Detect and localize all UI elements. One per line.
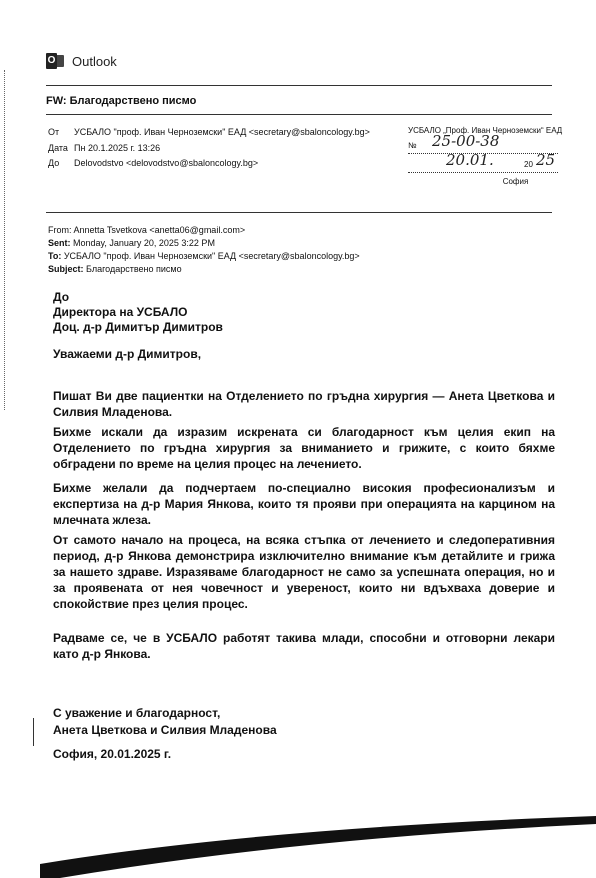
outlook-icon: O xyxy=(46,53,64,69)
email-subject: FW: Благодарствено писмо xyxy=(46,95,197,107)
orig-subject: Благодарствено писмо xyxy=(86,264,182,274)
orig-from: From: Annetta Tsvetkova <anetta06@gmail.com> xyxy=(48,225,246,235)
place-date: София, 20.01.2025 г. xyxy=(53,747,172,761)
paragraph-3: Бихме желали да подчертаем по-специално високия професионализъм и експертиза на д-р Мария Янкова, които тя прояви при операцията на карцином на млечната жлеза. xyxy=(53,481,555,527)
registry-stamp xyxy=(408,126,583,186)
stamp-org: УСБАЛО „Проф. Иван Черноземски“ ЕАД xyxy=(408,126,563,135)
header-date-label: Дата xyxy=(48,143,68,153)
addr-line-1: До xyxy=(53,290,70,304)
app-header xyxy=(46,53,117,69)
header-from-row xyxy=(48,127,370,137)
addr-line-2: Директора на УСБАЛО xyxy=(53,305,188,319)
header-to-label: До xyxy=(48,158,60,168)
paragraph-4: От самото начало на процеса, на всяка стъпка от лечението и следоперативния период, д-р Янкова демонстрира изключително внимание към детайлите и грижа за нашето здраве. Изразяваме благодарност не само за успешната операция, но и за проявената от нея човечност и увереност, които ни вдъхваха доверие и спокойствие през целия процес. xyxy=(53,533,555,611)
scan-margin-artifact xyxy=(4,70,7,410)
paragraph-2: Бихме искали да изразим искрената си благодарност към целия екип на Отделението по гръдна хирургия за вниманието и грижите, с които бяхме обградени по време на целия процес на лечението. xyxy=(53,425,555,471)
stamp-number: 25-00-38 xyxy=(432,132,500,150)
addr-line-3: Доц. д-р Димитър Димитров xyxy=(53,320,223,334)
scan-mark xyxy=(33,718,34,746)
header-from-value: УСБАЛО "проф. Иван Черноземски" ЕАД <secretary@sbaloncology.bg> xyxy=(74,127,370,137)
stamp-year-prefix: 20 xyxy=(524,160,533,169)
orig-sent: Monday, January 20, 2025 3:22 PM xyxy=(73,238,215,248)
orig-to-label: To: xyxy=(48,251,62,261)
signature: Анета Цветкова и Силвия Младенова xyxy=(53,723,277,737)
orig-sent-label: Sent: xyxy=(48,238,71,248)
stamp-year: 25 xyxy=(536,151,556,169)
stamp-date: 20.01. xyxy=(446,151,494,169)
stamp-date-line xyxy=(408,151,558,173)
orig-sent-row xyxy=(48,238,215,248)
divider xyxy=(46,212,552,213)
header-date-value: Пн 20.1.2025 г. 13:26 xyxy=(74,143,161,153)
header-from-label: От xyxy=(48,127,60,137)
orig-to: УСБАЛО "проф. Иван Черноземски" ЕАД <secretary@sbaloncology.bg> xyxy=(63,251,360,261)
orig-to-row xyxy=(48,251,360,261)
paragraph-1: Пишат Ви две пациентки на Отделението по гръдна хирургия — Анета Цветкова и Силвия Младенова. xyxy=(53,389,555,419)
divider xyxy=(46,114,552,115)
header-date-row xyxy=(48,143,160,153)
closing: С уважение и благодарност, xyxy=(53,706,221,720)
divider xyxy=(46,85,552,86)
orig-subject-row xyxy=(48,264,182,274)
orig-subject-label: Subject: xyxy=(48,264,84,274)
scan-edge-shadow xyxy=(0,798,596,878)
paragraph-5: Радваме се, че в УСБАЛО работят такива млади, способни и отговорни лекари като д-р Янкова. xyxy=(53,631,555,661)
app-name: Outlook xyxy=(72,53,117,69)
header-to-row xyxy=(48,158,258,168)
stamp-city: София xyxy=(502,177,529,186)
stamp-number-prefix: № xyxy=(408,141,417,150)
greeting: Уважаеми д-р Димитров, xyxy=(53,347,202,361)
header-to-value: Delovodstvo <delovodstvo@sbaloncology.bg> xyxy=(74,158,259,168)
letter-address xyxy=(53,290,555,335)
